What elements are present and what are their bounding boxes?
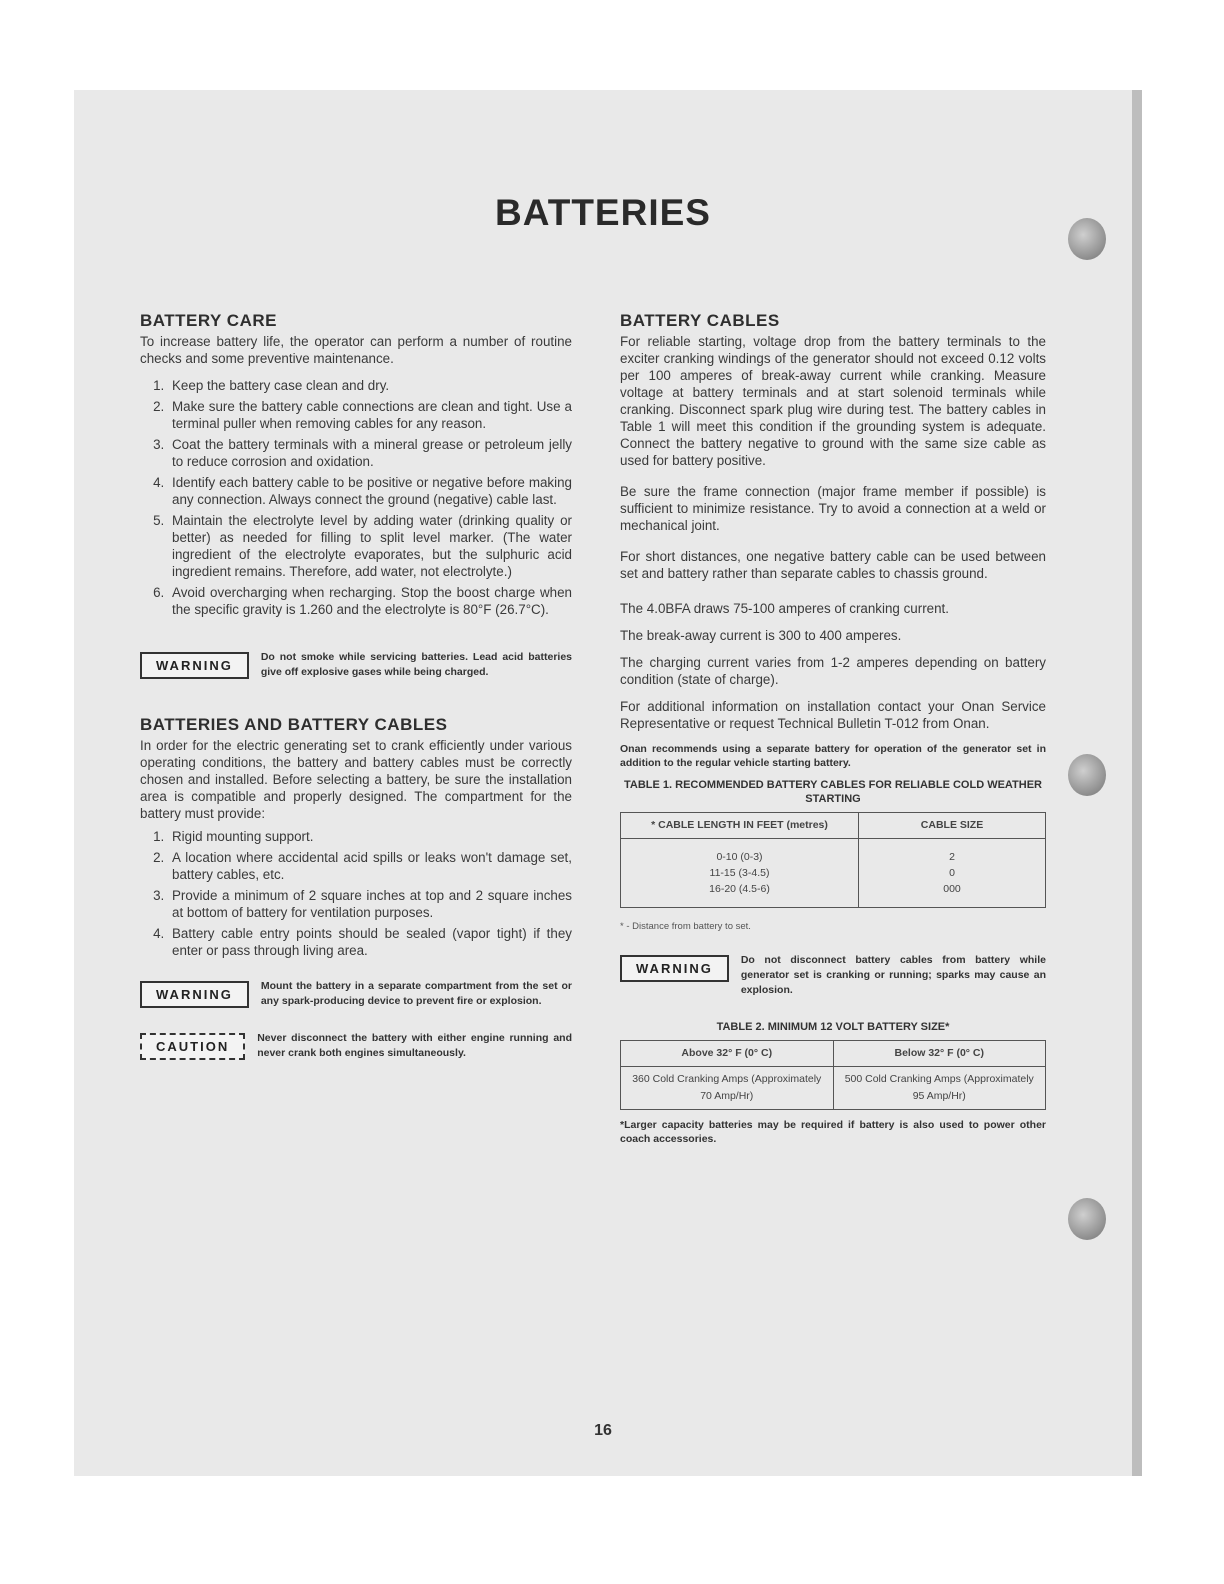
warning-badge: WARNING [140, 981, 249, 1008]
paragraph: For reliable starting, voltage drop from the battery terminals to the exciter cranking windings of the generator should not exceed 0.12 volts per 100 amperes of break-away current while cranking. Measure voltage at battery terminals and at start solenoid terminals while cranking. Disconnect spark plug wire during test. The battery cables in Table 1 will meet this condition if the grounding system is adequate. Connect the battery negative to ground with the same size cable as used for battery positive. [620, 334, 1046, 468]
battery-cables-heading: BATTERY CABLES [620, 311, 780, 330]
list-item: 6. Avoid overcharging when recharging. Stop the boost charge when the specific gravity is 1.260 and the electrolyte is 80°F (26.7°C). [168, 584, 572, 618]
cable-size-table [620, 812, 1046, 908]
battery-care-heading: BATTERY CARE [140, 311, 277, 330]
cable-length: 0-10 (0-3) [716, 851, 763, 863]
warning-smoking [140, 650, 572, 686]
left-column [140, 312, 572, 1067]
table-cell: 500 Cold Cranking Amps (Approximately 95 Amp/Hr) [833, 1067, 1046, 1110]
list-item: 3. Provide a minimum of 2 square inches at top and 2 square inches at bottom of battery for ventilation purposes. [168, 887, 572, 921]
list-item: 4. Identify each battery cable to be positive or negative before making any connection. Always connect the ground (negative) cable last. [168, 474, 572, 508]
cable-size: 2 [949, 851, 955, 863]
warning-badge: WARNING [620, 955, 729, 982]
battery-size-table [620, 1040, 1046, 1110]
list-item: 5. Maintain the electrolyte level by adding water (drinking quality or better) as needed for filling to split level marker. (The water ingredient of the electrolyte evaporates, but the sulphuric acid ingredient remains. Therefore, add water, not electrolyte.) [168, 512, 572, 580]
table1-footnote: * - Distance from battery to set. [620, 921, 751, 932]
cable-size: 0 [949, 867, 955, 879]
list-item: 2. Make sure the battery cable connections are clean and tight. Use a terminal puller when removing cables for any reason. [168, 398, 572, 432]
paragraph: For short distances, one negative battery cable can be used between set and battery rather than separate cables to chassis ground. [620, 549, 1046, 581]
table-row [621, 1067, 1046, 1110]
warning-mount-battery [140, 979, 572, 1015]
binder-hole-bottom [1068, 1198, 1106, 1240]
list-item: 1. Keep the battery case clean and dry. [168, 377, 572, 394]
page-number: 16 [594, 1422, 612, 1439]
paragraph: The break-away current is 300 to 400 amperes. [620, 628, 902, 643]
caution-disconnect [140, 1031, 572, 1067]
list-item: 2. A location where accidental acid spills or leaks won't damage set, battery cables, etc. [168, 849, 572, 883]
table-header-row [621, 1041, 1046, 1067]
paragraph: Be sure the frame connection (major frame member if possible) is sufficient to minimize resistance. Try to avoid a connection at a weld or mechanical joint. [620, 484, 1046, 533]
warning-text: Do not smoke while servicing batteries. Lead acid batteries give off explosive gases while being charged. [260, 651, 572, 678]
table-header: * CABLE LENGTH IN FEET (metres) [621, 813, 859, 839]
table-header: Below 32° F (0° C) [833, 1041, 1046, 1067]
compartment-requirements-list [140, 828, 572, 959]
list-item: 4. Battery cable entry points should be sealed (vapor tight) if they enter or pass through living area. [168, 925, 572, 959]
onan-recommendation: Onan recommends using a separate battery for operation of the generator set in addition to the regular vehicle starting battery. [620, 743, 1046, 769]
table-header: CABLE SIZE [859, 813, 1046, 839]
warning-text: Mount the battery in a separate compartment from the set or any spark-producing device to prevent fire or explosion. [260, 980, 572, 1007]
paragraph: For additional information on installation contact your Onan Service Representative or request Technical Bulletin T-012 from Onan. [620, 699, 1046, 731]
table-cell [859, 839, 1046, 908]
page-title: BATTERIES [495, 192, 711, 233]
batteries-and-cables-intro: In order for the electric generating set to crank efficiently under various operating conditions, the battery and battery cables must be correctly chosen and installed. Before selecting a battery, be sure the installation area is compatible and properly designed. The compartment for the battery must provide: [140, 738, 572, 821]
paragraph: The charging current varies from 1-2 amperes depending on battery condition (state of charge). [620, 655, 1046, 687]
manual-page [74, 90, 1142, 1476]
batteries-and-cables-heading: BATTERIES AND BATTERY CABLES [140, 715, 448, 734]
cable-size: 000 [943, 883, 961, 895]
table-cell: 360 Cold Cranking Amps (Approximately 70 Amp/Hr) [621, 1067, 834, 1110]
table-cell [621, 839, 859, 908]
right-column [620, 312, 1046, 1146]
paragraph: The 4.0BFA draws 75-100 amperes of cranking current. [620, 601, 949, 616]
table2-footnote: *Larger capacity batteries may be required if battery is also used to power other coach accessories. [620, 1119, 1046, 1145]
warning-disconnect-cables [620, 953, 1046, 998]
table2-caption: TABLE 2. MINIMUM 12 VOLT BATTERY SIZE* [716, 1021, 950, 1033]
battery-care-list [140, 377, 572, 618]
cable-length: 11-15 (3-4.5) [709, 867, 770, 879]
list-item: 1. Rigid mounting support. [168, 828, 572, 845]
caution-badge: CAUTION [140, 1033, 245, 1060]
table1-caption: TABLE 1. RECOMMENDED BATTERY CABLES FOR RELIABLE COLD WEATHER STARTING [624, 779, 1042, 805]
binder-hole-middle [1068, 754, 1106, 796]
table-header-row [621, 813, 1046, 839]
table-row [621, 839, 1046, 908]
warning-text: Do not disconnect battery cables from battery while generator set is cranking or running; sparks may cause an explosion. [740, 954, 1046, 996]
cable-length: 16-20 (4.5-6) [709, 883, 770, 895]
warning-badge: WARNING [140, 652, 249, 679]
list-item: 3. Coat the battery terminals with a mineral grease or petroleum jelly to reduce corrosion and oxidation. [168, 436, 572, 470]
battery-care-intro: To increase battery life, the operator can perform a number of routine checks and some preventive maintenance. [140, 334, 572, 366]
caution-text: Never disconnect the battery with either engine running and never crank both engines simultaneously. [257, 1032, 572, 1059]
table-header: Above 32° F (0° C) [621, 1041, 834, 1067]
